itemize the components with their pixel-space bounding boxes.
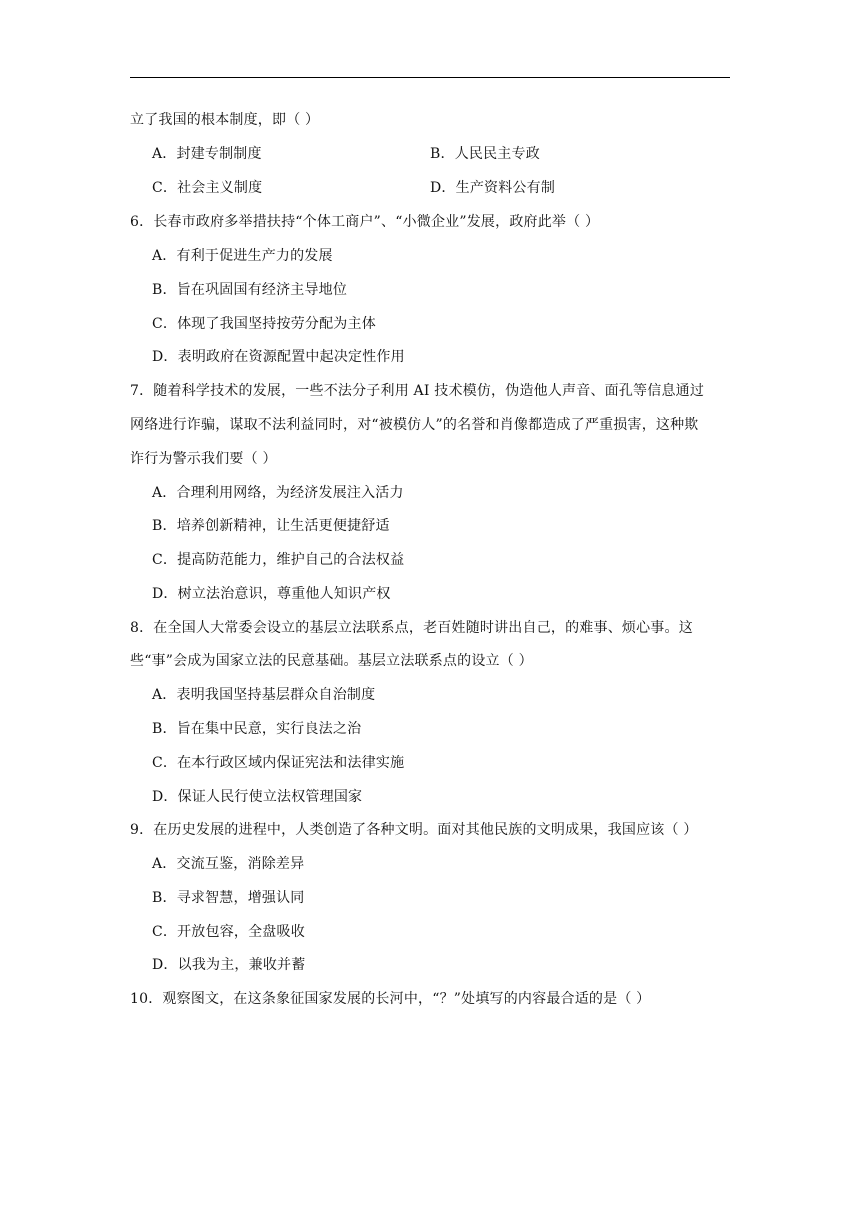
question-7-stem-line-3: 诈行为警示我们要（ ） — [130, 451, 277, 467]
question-8-option-c: C．在本行政区域内保证宪法和法律实施 — [152, 755, 405, 771]
question-7-option-b: B．培养创新精神，让生活更便捷舒适 — [152, 518, 390, 534]
question-6-option-d: D．表明政府在资源配置中起决定性作用 — [152, 349, 405, 365]
question-7-option-c: C．提高防范能力，维护自己的合法权益 — [152, 552, 405, 568]
question-6-option-a: A．有利于促进生产力的发展 — [152, 248, 333, 264]
header-rule — [130, 77, 730, 78]
question-8-option-b: B．旨在集中民意，实行良法之治 — [152, 721, 362, 737]
question-8-option-a: A．表明我国坚持基层群众自治制度 — [152, 687, 376, 703]
question-5-stem: 立了我国的根本制度，即（ ） — [130, 112, 320, 128]
question-8-stem-line-2: 些“事”会成为国家立法的民意基础。基层立法联系点的设立（ ） — [130, 653, 533, 669]
question-5-option-a: A．封建专制制度 — [152, 146, 262, 162]
question-9-option-c: C．开放包容，全盘吸收 — [152, 924, 305, 940]
question-9-stem: 9．在历史发展的进程中，人类创造了各种文明。面对其他民族的文明成果，我国应该（ ） — [130, 822, 698, 838]
question-9-option-a: A．交流互鉴，消除差异 — [152, 856, 305, 872]
question-6-stem: 6．长春市政府多举措扶持“个体工商户”、“小微企业”发展，政府此举（ ） — [130, 214, 600, 230]
question-6-option-c: C．体现了我国坚持按劳分配为主体 — [152, 316, 376, 332]
question-7-option-a: A．合理利用网络，为经济发展注入活力 — [152, 485, 404, 501]
question-7-stem-line-2: 网络进行诈骗，谋取不法利益同时，对“被模仿人”的名誉和肖像都造成了严重损害，这种欺 — [130, 417, 699, 433]
question-5-option-c: C．社会主义制度 — [152, 180, 263, 196]
question-5-option-d: D．生产资料公有制 — [430, 180, 556, 196]
question-9-option-b: B．寻求智慧，增强认同 — [152, 890, 305, 906]
question-10-stem: 10．观察图文，在这条象征国家发展的长河中，“？”处填写的内容最合适的是（ ） — [130, 991, 651, 1007]
question-8-stem-line-1: 8．在全国人大常委会设立的基层立法联系点，老百姓随时讲出自己，的难事、烦心事。这 — [130, 620, 693, 636]
question-5-option-b: B．人民民主专政 — [430, 146, 540, 162]
question-9-option-d: D．以我为主，兼收并蓄 — [152, 957, 306, 973]
question-8-option-d: D．保证人民行使立法权管理国家 — [152, 789, 363, 805]
question-7-stem-line-1: 7．随着科学技术的发展，一些不法分子利用 AI 技术模仿，伪造他人声音、面孔等信息通过 — [130, 383, 705, 399]
question-6-option-b: B．旨在巩固国有经济主导地位 — [152, 282, 348, 298]
question-7-option-d: D．树立法治意识，尊重他人知识产权 — [152, 586, 391, 602]
